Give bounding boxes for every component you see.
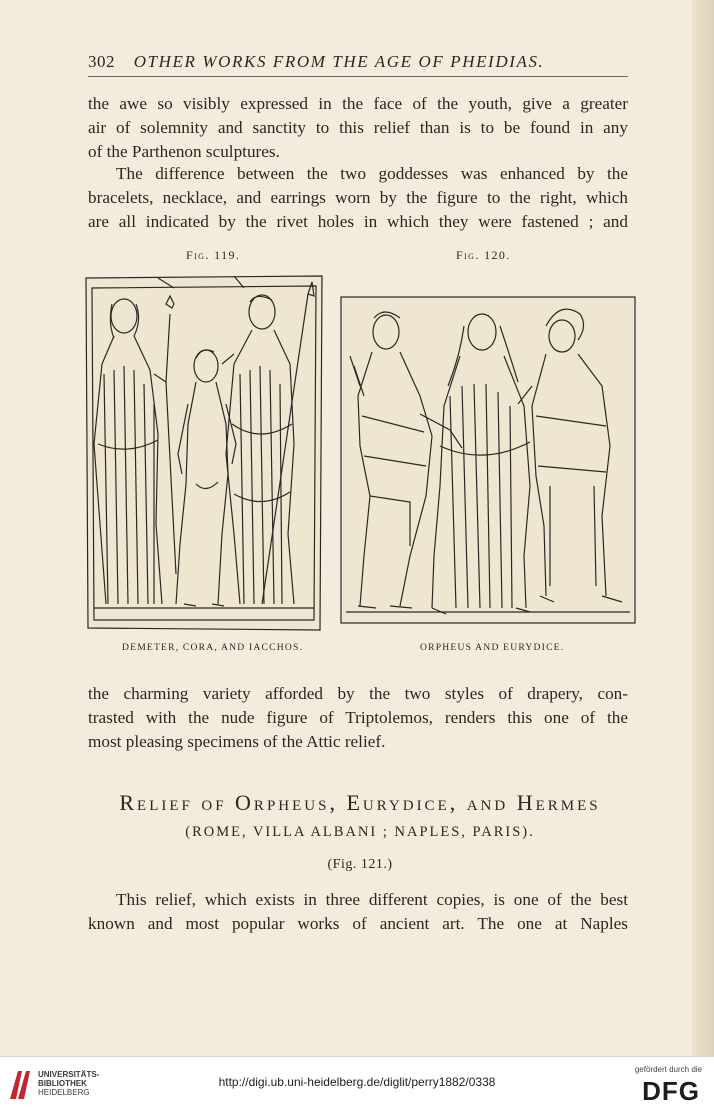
text-line: of the Parthenon sculptures. xyxy=(88,142,280,161)
viewer-footer xyxy=(0,1056,714,1111)
dfg-logo: DFG xyxy=(642,1076,700,1106)
section-figure-reference: (Fig. 121.) xyxy=(327,857,393,872)
university-name-line: HEIDELBERG xyxy=(38,1088,90,1097)
figure-119-label: Fig. 119. xyxy=(186,248,241,262)
text-line: known and most popular works of ancient art. The one at Naples xyxy=(88,914,628,933)
page-number: 302 xyxy=(88,52,115,71)
figure-119-illustration xyxy=(84,274,324,632)
paragraph-2 xyxy=(88,162,628,234)
text-line: are all indicated by the rivet holes in which they were fastened ; and xyxy=(88,212,628,231)
text-line: the awe so visibly expressed in the face of the youth, give a greater xyxy=(88,94,628,113)
page-edge xyxy=(692,0,714,1056)
figure-120-label: Fig. 120. xyxy=(456,248,511,262)
paragraph-4 xyxy=(88,888,628,936)
section-title: Relief of Orpheus, Eurydice, and Hermes xyxy=(119,790,601,815)
paragraph-3 xyxy=(88,682,628,754)
section-subtitle: (ROME, VILLA ALBANI ; NAPLES, PARIS). xyxy=(185,824,535,840)
text-line: bracelets, necklace, and earrings worn by the figure to the right, which xyxy=(88,188,628,207)
figure-120-illustration xyxy=(340,296,636,626)
figure-119-caption: DEMETER, CORA, AND IACCHOS. xyxy=(122,642,304,653)
text-line: This relief, which exists in three different copies, is one of the best xyxy=(116,890,628,909)
text-line: The difference between the two goddesses was enhanced by the xyxy=(116,164,628,183)
permalink-url[interactable]: http://digi.ub.uni-heidelberg.de/diglit/perry1882/0338 xyxy=(218,1075,496,1089)
figure-120-caption: ORPHEUS AND EURYDICE. xyxy=(420,642,565,653)
university-name-line: BIBLIOTHEK xyxy=(38,1079,87,1088)
paragraph-1 xyxy=(88,92,628,164)
funding-text: gefördert durch die xyxy=(634,1065,702,1074)
text-line: the charming variety afforded by the two styles of drapery, con- xyxy=(88,684,628,703)
text-line: most pleasing specimens of the Attic relief. xyxy=(88,732,386,751)
text-line: trasted with the nude figure of Triptolemos, renders this one of the xyxy=(88,708,628,727)
running-head-title: OTHER WORKS FROM THE AGE OF PHEIDIAS. xyxy=(133,52,545,71)
text-line: air of solemnity and sanctity to this relief than is to be found in any xyxy=(88,118,628,137)
university-name-line: UNIVERSITÄTS- xyxy=(38,1070,100,1079)
running-head xyxy=(88,52,628,77)
